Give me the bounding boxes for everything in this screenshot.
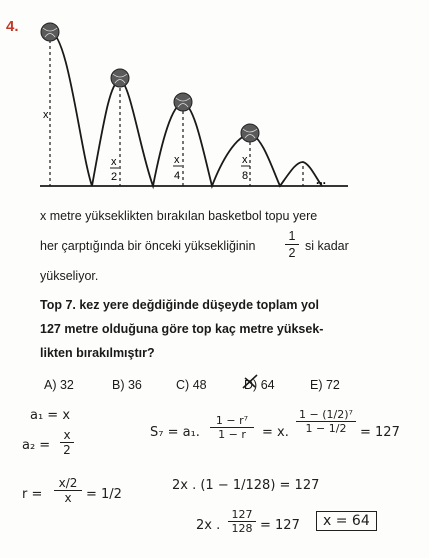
option-e-value: 72 (325, 378, 340, 392)
hw-line3-post: = 127 (260, 518, 300, 533)
hw-s7-post: = 127 (360, 425, 400, 440)
option-c[interactable] (176, 378, 207, 392)
label-x: x (43, 109, 49, 121)
hw-a2-frac (60, 428, 74, 457)
question-line-2-post: si kadar (305, 239, 349, 253)
ball-2 (111, 69, 129, 87)
option-b-value: 36 (127, 378, 142, 392)
hw-s7-frac (210, 414, 254, 441)
option-b-letter: B) (112, 378, 125, 392)
option-e-letter: E) (310, 378, 323, 392)
label-x8-num: x (242, 154, 248, 166)
option-c-letter: C) (176, 378, 190, 392)
option-e[interactable] (310, 378, 340, 392)
fraction-denominator: 2 (288, 246, 296, 260)
option-b[interactable] (112, 378, 142, 392)
hw-line2: 2x . (1 − 1/128) = 127 (172, 478, 320, 493)
option-a[interactable] (44, 378, 74, 392)
hw-r-post: = 1/2 (86, 487, 122, 502)
label-x2-den: 2 (111, 171, 118, 183)
option-a-letter: A) (44, 378, 57, 392)
hw-s7-den2: 1 − 1/2 (305, 422, 347, 435)
fraction-one-half (285, 229, 299, 260)
hw-line3-pre: 2x . (196, 518, 221, 533)
option-d-letter: D) (244, 378, 258, 392)
fraction-numerator: 1 (288, 229, 296, 243)
hw-s7-num: 1 − r⁷ (215, 414, 249, 427)
hw-a2-den: 2 (63, 443, 71, 457)
hw-line3-frac (228, 508, 256, 535)
hw-line3-num: 127 (231, 508, 253, 521)
label-x4-den: 4 (174, 170, 181, 182)
hw-answer-box: x = 64 (316, 511, 377, 531)
hw-s7-frac2 (296, 408, 356, 435)
question-bold-1: Top 7. kez yere değdiğinde düşeyde toplam yol (40, 298, 319, 312)
label-x4-num: x (174, 154, 180, 166)
hw-s7-mid: = x. (262, 425, 289, 440)
hw-r-num: x/2 (58, 476, 78, 490)
label-x2-num: x (111, 156, 117, 168)
hw-r-den: x (64, 491, 72, 505)
question-bold-3: likten bırakılmıştır? (40, 346, 155, 360)
hw-s7-num2: 1 − (1/2)⁷ (299, 408, 353, 421)
hw-a2-num: x (63, 428, 71, 442)
option-c-value: 48 (192, 378, 207, 392)
question-line-1: x metre yükseklikten bırakılan basketbol topu yere (40, 209, 318, 223)
bouncing-ball-figure (0, 0, 429, 200)
label-ellipsis: ... (316, 173, 327, 187)
hw-r-pre: r = (22, 487, 43, 502)
answer-mark-icon (240, 372, 260, 392)
label-x8-den: 8 (242, 170, 249, 182)
question-line-2-pre: her çarptığında bir önceki yüksekliğinin (40, 239, 256, 253)
question-line-3: yükseliyor. (40, 269, 99, 283)
option-a-value: 32 (59, 378, 74, 392)
hw-s7-den: 1 − r (218, 428, 246, 441)
option-d-value: 64 (260, 378, 275, 392)
ball-1 (41, 23, 59, 41)
hw-a1: a₁ = x (30, 408, 71, 423)
question-bold-2: 127 metre olduğuna göre top kaç metre yüksek- (40, 322, 324, 336)
hw-a2-pre: a₂ = (22, 438, 51, 453)
hw-s7-pre: S₇ = a₁. (150, 425, 200, 440)
hw-line3-den: 128 (231, 522, 253, 535)
hw-r-frac (54, 476, 82, 505)
ball-3 (174, 93, 192, 111)
ball-4 (241, 124, 259, 142)
question-number: 4. (6, 18, 19, 35)
